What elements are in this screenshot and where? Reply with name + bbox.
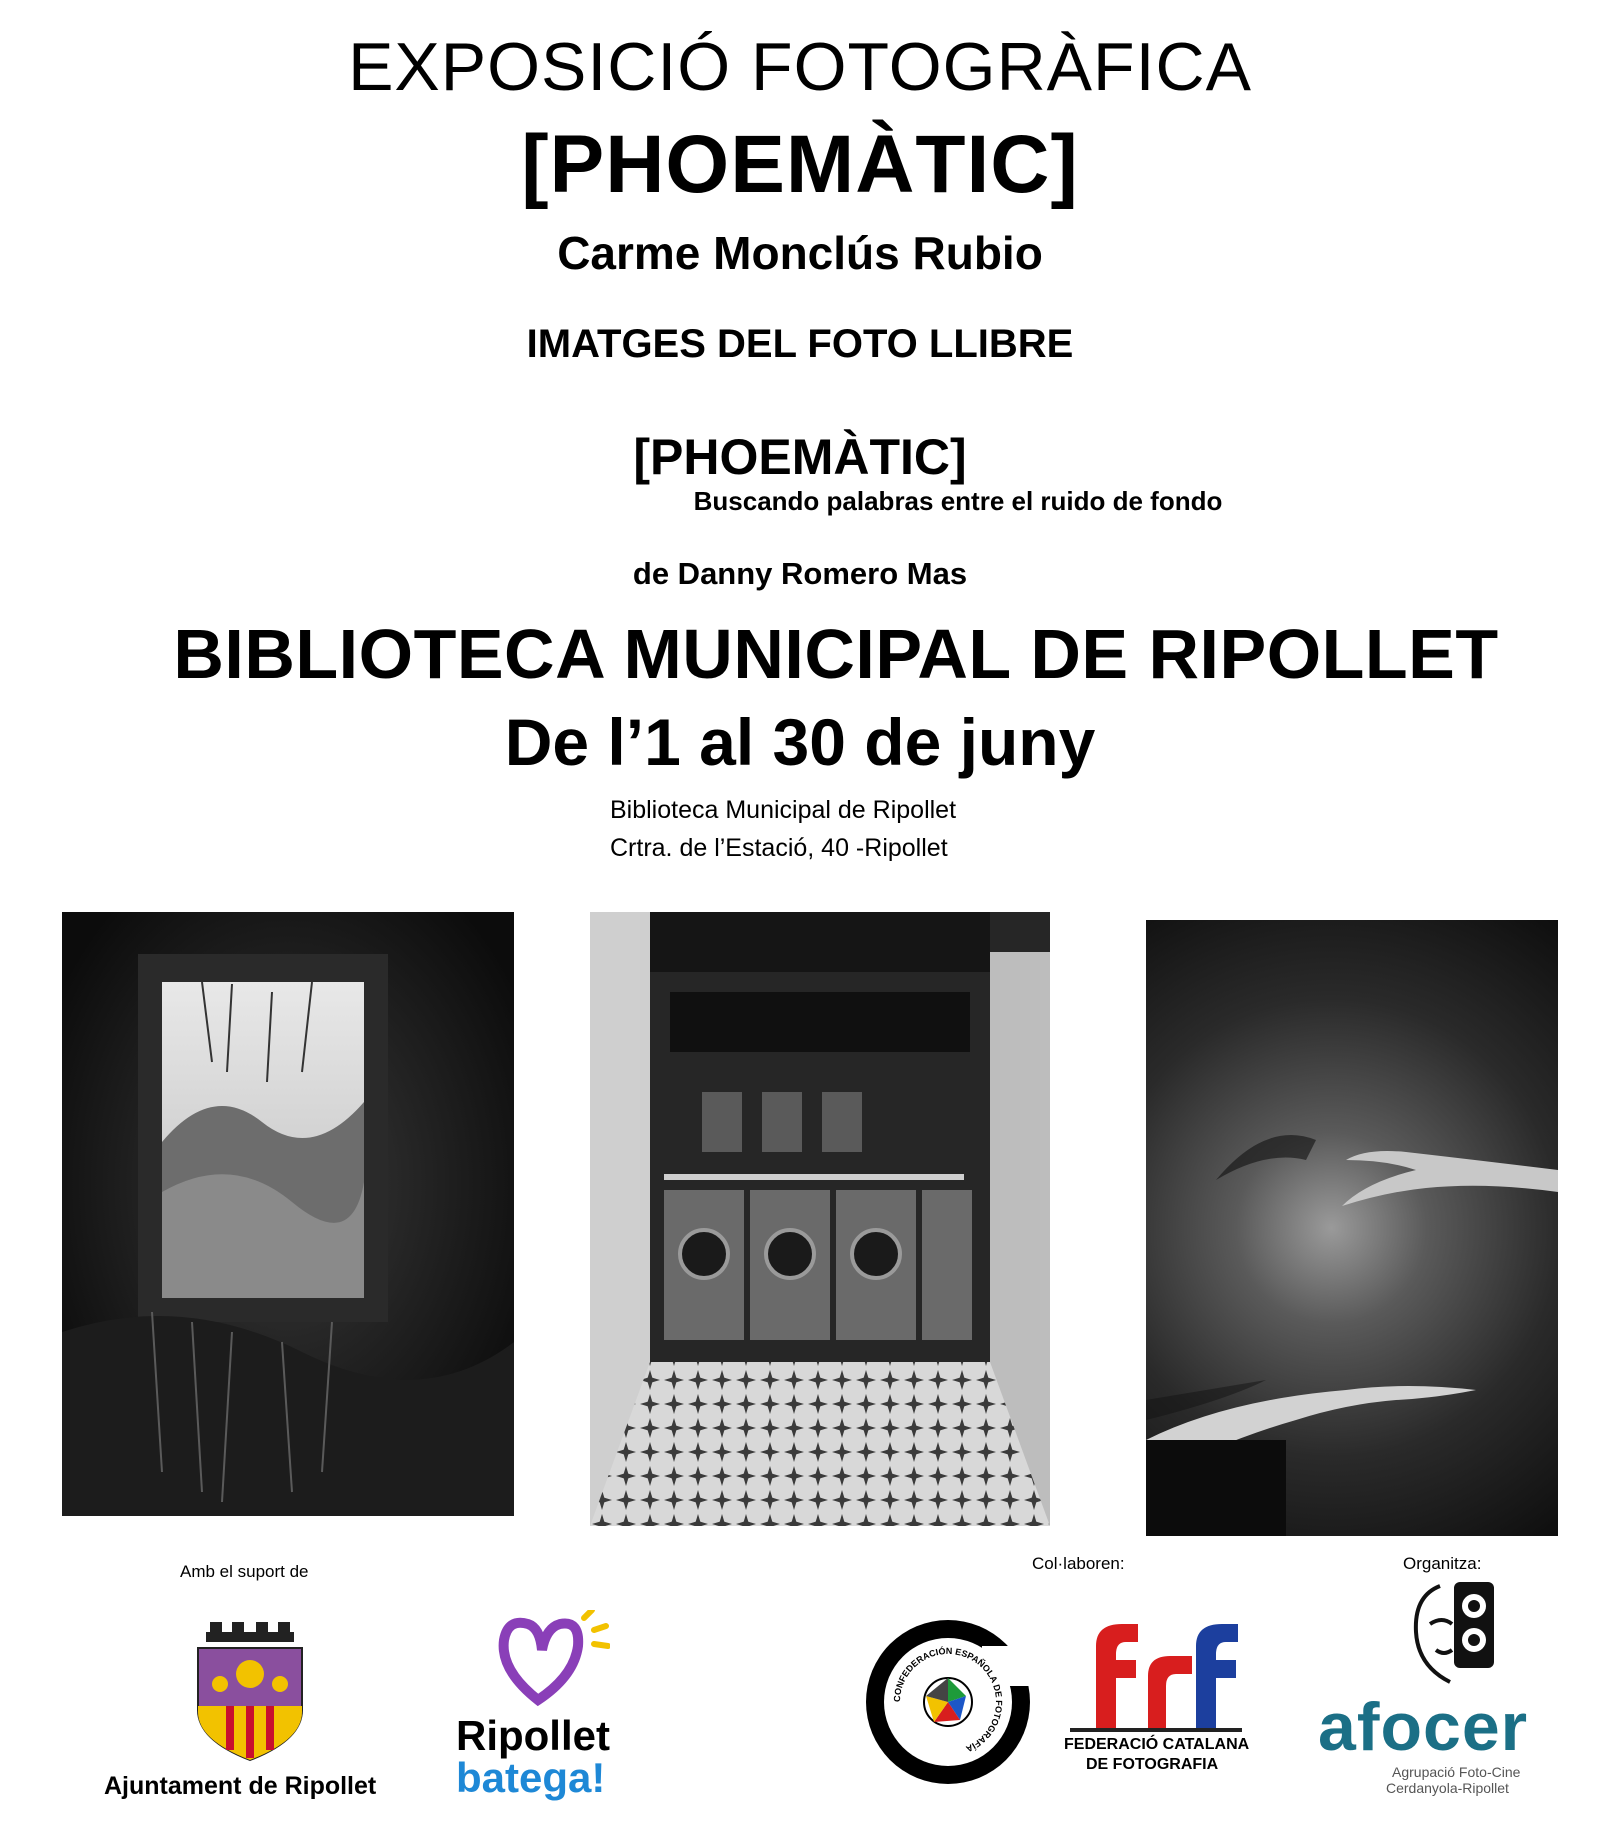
book-subtitle: Buscando palabras entre el ruido de fondo [693, 486, 1223, 516]
heart-icon [498, 1610, 610, 1710]
afocer-logo-line2: Cerdanyola-Ripollet [1386, 1780, 1509, 1796]
exhibition-dates: De l’1 al 30 de juny [504, 705, 1096, 779]
ajuntament-crest-icon [190, 1620, 310, 1762]
afocer-face-camera-icon [1400, 1576, 1510, 1686]
ajuntament-logo-text: Ajuntament de Ripollet [104, 1772, 377, 1800]
venue-name: BIBLIOTECA MUNICIPAL DE RIPOLLET [173, 615, 1499, 693]
fcf-logo-icon [1066, 1616, 1246, 1734]
exhibition-title: [PHOEMÀTIC] [521, 119, 1079, 210]
organizer-label: Organitza: [1403, 1554, 1482, 1573]
afocer-logo-text: afocer [1318, 1689, 1529, 1765]
book-title: [PHOEMÀTIC] [633, 429, 967, 485]
window-ruin-photo [62, 912, 514, 1516]
laundromat-photo [590, 912, 1050, 1526]
exhibition-subheading: IMATGES DEL FOTO LLIBRE [526, 322, 1074, 366]
venue-address-line1: Biblioteca Municipal de Ripollet [610, 796, 957, 824]
support-label: Amb el suport de [180, 1562, 309, 1581]
confederacion-logo-icon [862, 1616, 1034, 1788]
book-byline: de Danny Romero Mas [632, 556, 968, 591]
fcf-logo-line1: FEDERACIÓ CATALANA [1064, 1736, 1250, 1753]
confederacion-ring-text: CONFEDERACIÓN ESPAÑOLA DE FOTOGRAFÍA [891, 1645, 1005, 1755]
ripollet-logo-line1: Ripollet [456, 1712, 610, 1759]
window-ruin-illustration [62, 912, 514, 1516]
laundromat-illustration [590, 912, 1050, 1526]
exhibition-author: Carme Monclús Rubio [557, 227, 1043, 279]
venue-address-line2: Crtra. de l’Estació, 40 -Ripollet [610, 834, 948, 862]
dancing-hands-illustration [1146, 920, 1558, 1536]
collaborators-label: Col·laboren: [1032, 1554, 1125, 1573]
afocer-logo-line1: Agrupació Foto-Cine [1392, 1764, 1521, 1780]
exhibition-kicker: EXPOSICIÓ FOTOGRÀFICA [348, 29, 1252, 105]
ripollet-logo-line2: batega! [456, 1754, 606, 1801]
fcf-logo-line2: DE FOTOGRAFIA [1086, 1756, 1219, 1773]
dancing-hands-photo [1146, 920, 1558, 1536]
